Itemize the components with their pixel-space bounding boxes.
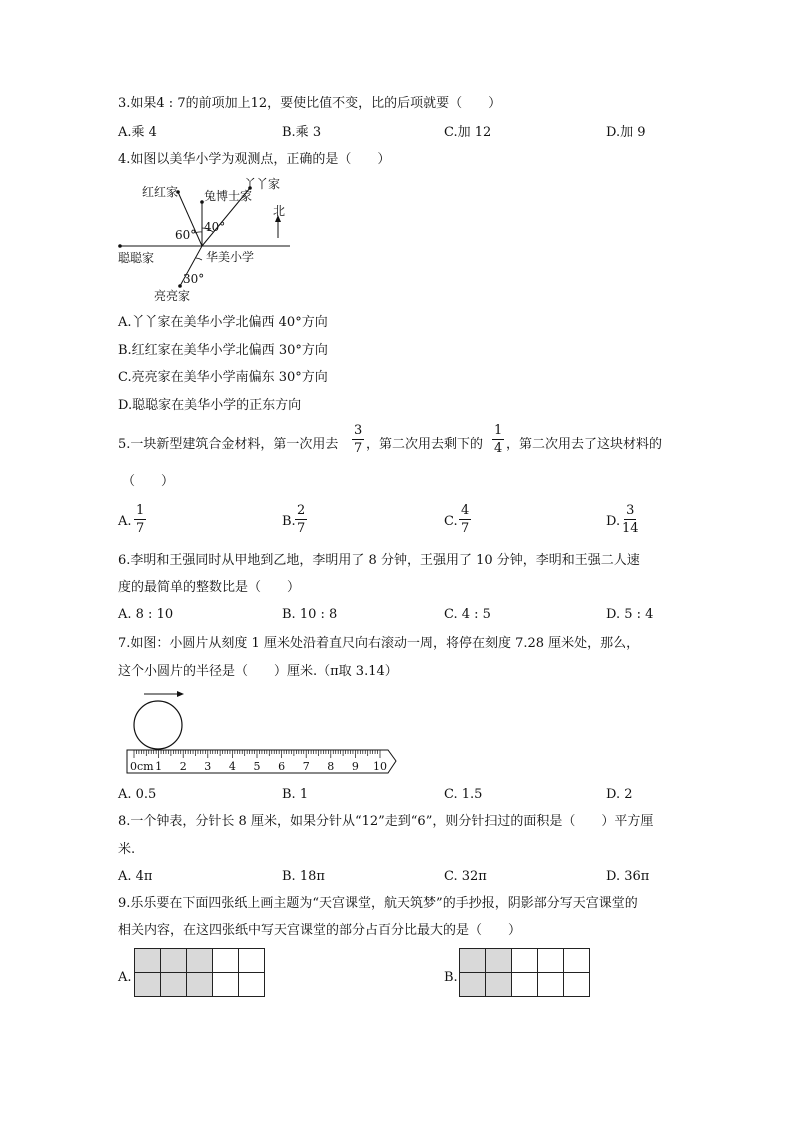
fraction-numerator: 1 — [494, 423, 503, 438]
q9-option-b-label[interactable]: B. — [444, 970, 458, 985]
q4-option-a[interactable]: A.丫丫家在美华小学北偏西 40°方向 — [118, 315, 328, 330]
q5-stem-part2: ，第二次用去剩下的 — [366, 437, 484, 452]
fraction-numerator: 1 — [136, 503, 145, 518]
label-a40: 40° — [204, 220, 226, 234]
q6-stem-line2: 度的最简单的整数比是（ ） — [118, 580, 301, 595]
q4-option-b[interactable]: B.红红家在美华小学北偏西 30°方向 — [118, 343, 328, 358]
ruler-label: 7 — [302, 760, 310, 773]
q3-option-d[interactable]: D.加 9 — [606, 125, 646, 140]
label-ya: 丫丫家 — [244, 177, 281, 191]
q5-option-a-letter[interactable]: A. — [118, 514, 132, 529]
ruler-label: 4 — [228, 760, 236, 773]
q5-option-b-fraction[interactable] — [295, 503, 307, 536]
q4-option-d[interactable]: D.聪聪家在美华小学的正东方向 — [118, 398, 302, 413]
q5-option-d-fraction[interactable] — [622, 503, 639, 536]
q3-option-b[interactable]: B.乘 3 — [282, 125, 322, 140]
q8-option-b[interactable]: B. 18π — [282, 869, 325, 884]
q5-option-c-letter[interactable]: C. — [444, 514, 458, 529]
q5-stem-part1: 5.一块新型建筑合金材料，第一次用去 — [118, 437, 339, 452]
label-a30: 30° — [183, 272, 205, 286]
fraction-denominator: 7 — [297, 521, 306, 536]
fraction-numerator: 3 — [626, 503, 635, 518]
q9-option-a-label[interactable]: A. — [118, 970, 132, 985]
q8-option-a[interactable]: A. 4π — [118, 869, 153, 884]
fraction-denominator: 7 — [461, 521, 470, 536]
label-north: 北 — [273, 204, 286, 218]
q6-option-c[interactable]: C. 4 : 5 — [444, 607, 491, 622]
q8-option-c[interactable]: C. 32π — [444, 869, 487, 884]
fraction-numerator: 4 — [461, 503, 470, 518]
q9-stem-line2: 相关内容，在这四张纸中写天宫课堂的部分占百分比最大的是（ ） — [118, 923, 522, 938]
fraction-denominator: 4 — [494, 441, 503, 456]
label-school: 华美小学 — [206, 250, 255, 264]
q8-stem-line1: 8.一个钟表，分针长 8 厘米，如果分针从“12”走到“6”，则分针扫过的面积是（ ）平方厘 — [118, 814, 654, 829]
label-cong: 聪聪家 — [118, 251, 155, 265]
ruler-label: 6 — [278, 760, 286, 773]
fraction-numerator: 3 — [354, 423, 363, 438]
ruler-label: 9 — [351, 760, 359, 773]
q3-option-c[interactable]: C.加 12 — [444, 125, 492, 140]
label-tu: 兔博士家 — [204, 189, 253, 203]
q3-stem: 3.如果4 : 7的前项加上12，要使比值不变，比的后项就要（ ） — [118, 96, 502, 111]
fraction-denominator: 7 — [136, 521, 145, 536]
q5-fraction-1-4 — [492, 423, 504, 456]
q5-fraction-3-7 — [352, 423, 364, 456]
q7-stem-line1: 7.如图：小圆片从刻度 1 厘米处沿着直尺向右滚动一周，将停在刻度 7.28 厘米处，那么， — [118, 636, 640, 651]
q6-option-b[interactable]: B. 10 : 8 — [282, 607, 338, 622]
ruler-label: 1 — [155, 760, 163, 773]
q6-option-d[interactable]: D. 5 : 4 — [606, 607, 654, 622]
q5-option-c-fraction[interactable] — [459, 503, 471, 536]
q7-option-a[interactable]: A. 0.5 — [118, 787, 157, 802]
fraction-denominator: 7 — [354, 441, 363, 456]
q6-stem-line1: 6.李明和王强同时从甲地到乙地，李明用了 8 分钟，王强用了 10 分钟，李明和王强二人速 — [118, 553, 640, 568]
q7-stem-line2: 这个小圆片的半径是（ ）厘米.（π取 3.14） — [118, 664, 398, 679]
ruler-label: 2 — [179, 760, 187, 773]
q4-option-c[interactable]: C.亮亮家在美华小学南偏东 30°方向 — [118, 370, 328, 385]
q7-ruler-figure — [120, 684, 405, 778]
label-hong: 红红家 — [142, 185, 179, 199]
q5-option-d-letter[interactable]: D. — [606, 514, 621, 529]
q5-answer-blank: （ ） — [122, 474, 175, 489]
q9-option-a-grid[interactable] — [134, 948, 265, 997]
ruler-label: 3 — [204, 760, 212, 773]
q8-option-d[interactable]: D. 36π — [606, 869, 650, 884]
label-a60: 60° — [175, 228, 197, 242]
q5-stem-part3: ，第二次用去了这块材料的 — [506, 437, 663, 452]
ruler-label: 0cm — [130, 760, 154, 773]
q7-option-c[interactable]: C. 1.5 — [444, 787, 483, 802]
label-liang: 亮亮家 — [154, 289, 191, 303]
fraction-denominator: 14 — [622, 521, 639, 536]
q5-option-b-letter[interactable]: B. — [282, 514, 296, 529]
q4-direction-figure — [110, 168, 310, 308]
q5-option-a-fraction[interactable] — [134, 503, 146, 536]
fraction-numerator: 2 — [297, 503, 306, 518]
ruler-label: 10 — [373, 760, 387, 773]
q9-option-b-grid[interactable] — [459, 948, 590, 997]
rolling-disc — [134, 701, 182, 749]
q8-stem-line2: 米. — [118, 842, 136, 857]
q7-option-b[interactable]: B. 1 — [282, 787, 309, 802]
q3-option-a[interactable]: A.乘 4 — [118, 125, 157, 140]
ruler-label: 8 — [327, 760, 335, 773]
ruler-label: 5 — [253, 760, 261, 773]
q4-stem: 4.如图以美华小学为观测点，正确的是（ ） — [118, 152, 391, 167]
q7-option-d[interactable]: D. 2 — [606, 787, 633, 802]
q6-option-a[interactable]: A. 8 : 10 — [118, 607, 174, 622]
q9-stem-line1: 9.乐乐要在下面四张纸上画主题为“天宫课堂，航天筑梦”的手抄报，阴影部分写天宫课堂的 — [118, 896, 638, 911]
